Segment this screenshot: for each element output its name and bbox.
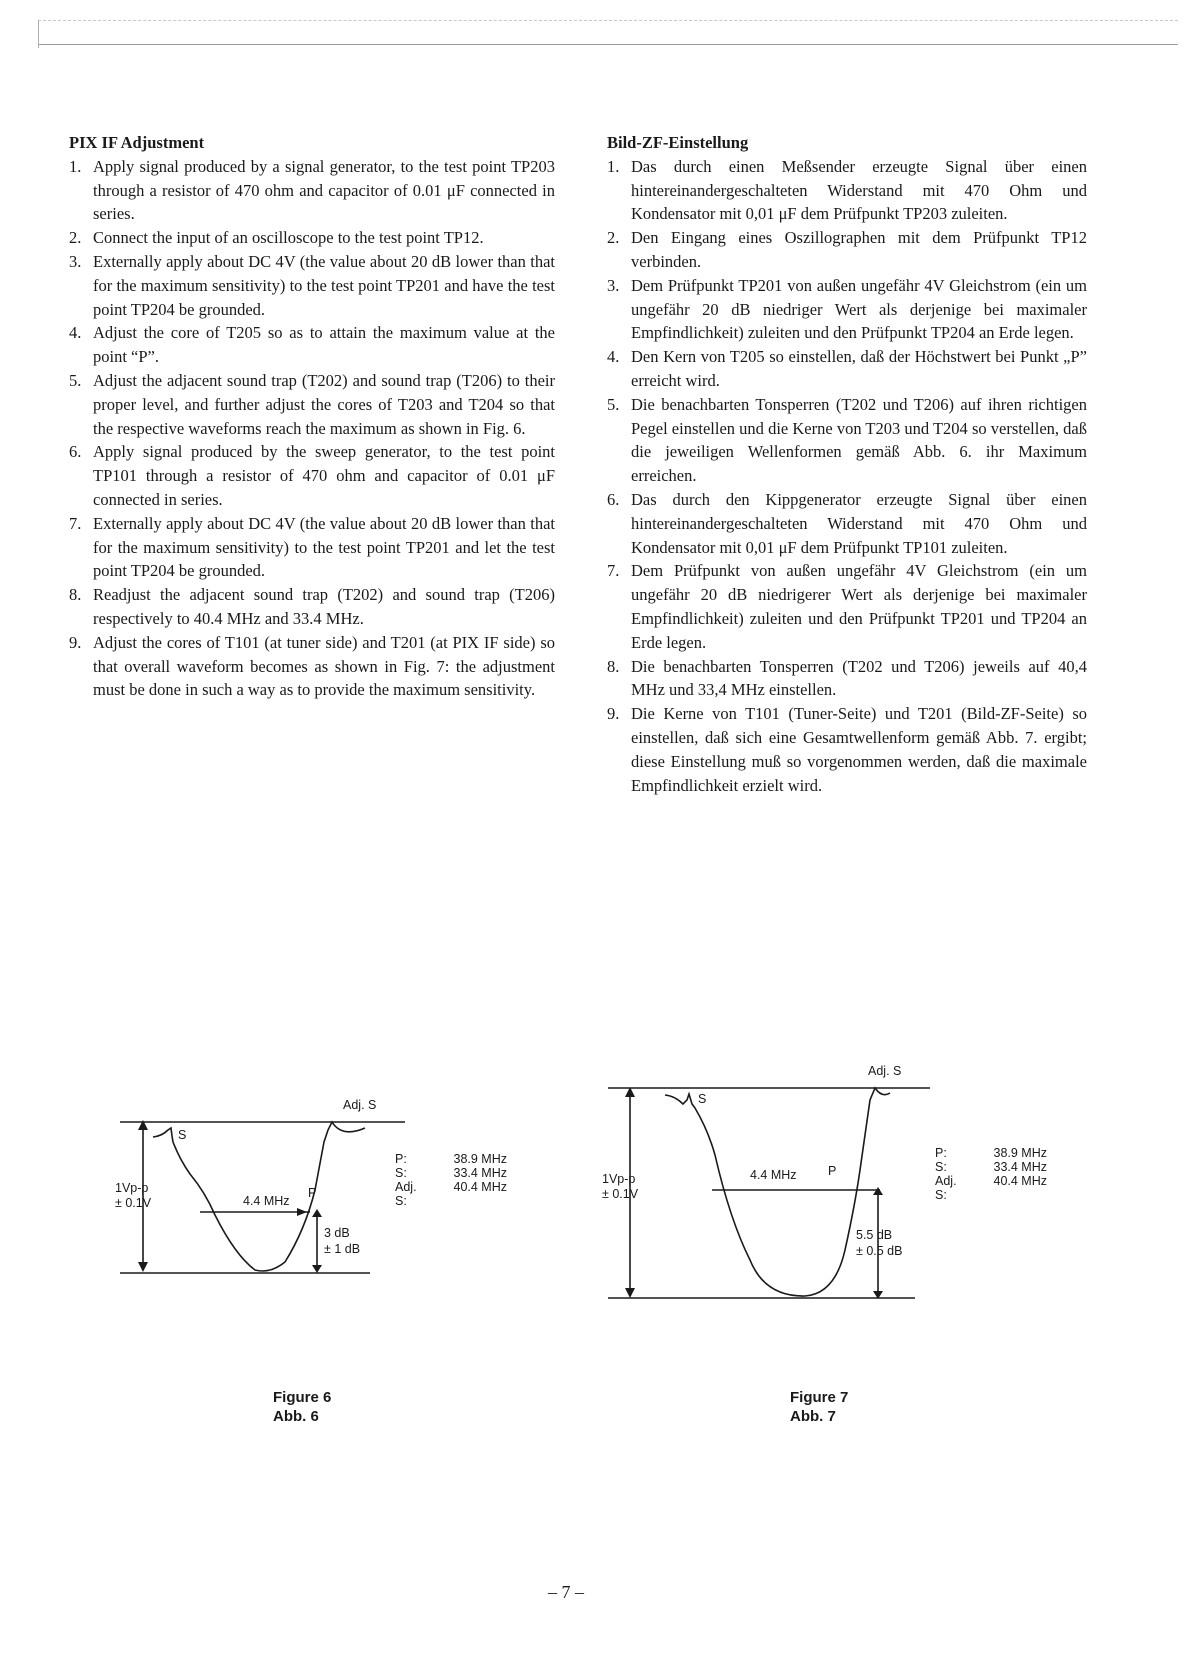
bandwidth-arrow bbox=[297, 1208, 307, 1216]
step-number: 7. bbox=[69, 513, 82, 533]
bandwidth-label: 4.4 MHz bbox=[750, 1168, 797, 1182]
s-label: S bbox=[178, 1128, 187, 1142]
spec-table bbox=[395, 1152, 507, 1208]
step-number: 2. bbox=[69, 228, 82, 248]
db-tolerance-label: ± 1 dB bbox=[324, 1242, 361, 1256]
caption-german: Abb. 6 bbox=[273, 1408, 319, 1425]
figure-7-caption bbox=[790, 1388, 848, 1426]
step-text: Die benachbarten Tonsperren (T202 und T206) jeweils auf 40,4 MHz und 33,4 MHz einstellen. bbox=[631, 656, 1087, 700]
spec-row bbox=[935, 1174, 1047, 1202]
header-rule-tick bbox=[38, 20, 39, 48]
list-item bbox=[607, 702, 1087, 797]
vpp-label: 1Vp-p bbox=[115, 1181, 149, 1195]
list-item bbox=[607, 345, 1087, 393]
german-heading: Bild-ZF-Einstellung bbox=[607, 133, 749, 152]
p-label: P bbox=[828, 1164, 837, 1178]
spec-key: P: bbox=[395, 1152, 407, 1166]
german-steps bbox=[607, 155, 1087, 798]
english-heading: PIX IF Adjustment bbox=[69, 133, 205, 152]
caption-english: Figure 6 bbox=[273, 1389, 332, 1406]
db-tolerance-label: ± 0.5 dB bbox=[856, 1244, 903, 1258]
step-number: 3. bbox=[69, 251, 82, 271]
step-text: Readjust the adjacent sound trap (T202) and sound trap (T206) respectively to 40.4 MHz and 33.4 MHz. bbox=[93, 585, 555, 628]
spec-value: 38.9 MHz bbox=[453, 1152, 507, 1166]
tolerance-label: ± 0.1V bbox=[115, 1196, 152, 1210]
step-text: Die benachbarten Tonsperren (T202 und T206) auf ihren richtigen Pegel einstellen und die Kerne von T203 und T204 so verstellen, daß die jeweiligen Wellenformen gemäß Abb. 6. ihr Maximum erreichen. bbox=[631, 394, 1087, 486]
spec-value: 38.9 MHz bbox=[993, 1146, 1047, 1160]
step-number: 1. bbox=[69, 156, 82, 176]
spec-row bbox=[935, 1160, 1047, 1174]
db-label: 3 dB bbox=[324, 1226, 350, 1240]
spec-row bbox=[395, 1152, 507, 1166]
spec-key: Adj. S: bbox=[395, 1180, 417, 1208]
spec-key: P: bbox=[935, 1146, 947, 1160]
amplitude-arrow-down bbox=[625, 1288, 635, 1298]
list-item bbox=[69, 440, 555, 511]
step-text: Adjust the adjacent sound trap (T202) and sound trap (T206) to their proper level, and further adjust the cores of T203 and T204 so that the respective waveforms reach the maximum as shown in Fig. 6. bbox=[93, 370, 555, 438]
spec-row bbox=[395, 1180, 507, 1208]
step-text: Adjust the cores of T101 (at tuner side) and T201 (at PIX IF side) so that overall waveform becomes as shown in Fig. 7: the adjustment must be done in such a way as to provide the maximum sensitivity. bbox=[93, 632, 555, 700]
step-text: Externally apply about DC 4V (the value about 20 dB lower than that for the maximum sensitivity) to the test point TP201 and let the test point TP204 be grounded. bbox=[93, 513, 555, 581]
spec-key: S: bbox=[395, 1166, 407, 1180]
step-number: 2. bbox=[607, 228, 620, 248]
step-number: 6. bbox=[607, 489, 620, 509]
step-text: Dem Prüfpunkt TP201 von außen ungefähr 4V Gleichstrom (ein um ungefähr 20 dB niedriger Wert als derjenige bei maximaler Empfindlichkeit) zuleiten und den Prüfpunkt TP204 an Erde legen. bbox=[631, 275, 1087, 343]
step-number: 7. bbox=[607, 561, 620, 581]
step-number: 9. bbox=[69, 632, 82, 652]
step-text: Dem Prüfpunkt von außen ungefähr 4V Gleichstrom (ein um ungefähr 20 dB niedrigerer Wert als derjenige bei maximaler Empfindlichkeit) zuleiten und den Prüfpunkt TP201 und TP204 an Erde legen. bbox=[631, 561, 1087, 652]
list-item bbox=[69, 369, 555, 440]
step-number: 5. bbox=[607, 394, 620, 414]
spec-value: 40.4 MHz bbox=[993, 1174, 1047, 1188]
list-item bbox=[607, 274, 1087, 345]
list-item bbox=[607, 155, 1087, 226]
step-text: Die Kerne von T101 (Tuner-Seite) und T201 (Bild-ZF-Seite) so einstellen, daß sich eine Gesamtwellenform gemäß Abb. 7. ergibt; diese Einstellung muß so vorgenommen werden, daß die maximale Empfindlichkeit erzielt wird. bbox=[631, 704, 1087, 795]
page-number: – 7 – bbox=[548, 1582, 584, 1602]
caption-german: Abb. 7 bbox=[790, 1408, 836, 1425]
list-item bbox=[607, 226, 1087, 274]
list-item bbox=[69, 583, 555, 631]
p-label: P bbox=[308, 1186, 317, 1200]
step-number: 8. bbox=[607, 656, 620, 676]
step-number: 4. bbox=[69, 323, 82, 343]
step-text: Apply signal produced by a signal generator, to the test point TP203 through a resistor of 470 ohm and capacitor of 0.01 μF connected in series. bbox=[93, 156, 555, 224]
list-item bbox=[69, 512, 555, 583]
header-rule bbox=[38, 44, 1178, 45]
step-text: Das durch einen Meßsender erzeugte Signal über einen hintereinandergeschalteten Widerstand mit 470 Ohm und Kondensator mit 0,01 μF dem Prüfpunkt TP203 zuleiten. bbox=[631, 156, 1087, 224]
spec-value: 33.4 MHz bbox=[453, 1166, 507, 1180]
bandwidth-label: 4.4 MHz bbox=[243, 1194, 290, 1208]
db-label: 5.5 dB bbox=[856, 1228, 893, 1242]
spec-table bbox=[935, 1146, 1047, 1202]
db-arrow-down bbox=[312, 1265, 322, 1273]
step-number: 8. bbox=[69, 585, 82, 605]
list-item bbox=[69, 250, 555, 321]
adj-s-label: Adj. S bbox=[343, 1098, 377, 1112]
english-steps bbox=[69, 155, 555, 702]
figure-6 bbox=[110, 1090, 530, 1280]
figure-7 bbox=[600, 1060, 1060, 1310]
step-text: Connect the input of an oscilloscope to the test point TP12. bbox=[93, 228, 484, 248]
spec-key: Adj. S: bbox=[935, 1174, 957, 1202]
step-text: Den Kern von T205 so einstellen, daß der Höchstwert bei Punkt „P” erreicht wird. bbox=[631, 347, 1087, 390]
vpp-label: 1Vp-p bbox=[602, 1172, 636, 1186]
spec-value: 40.4 MHz bbox=[453, 1180, 507, 1194]
list-item bbox=[607, 655, 1087, 703]
spec-key: S: bbox=[935, 1160, 947, 1174]
list-item bbox=[69, 226, 555, 250]
tolerance-label: ± 0.1V bbox=[602, 1187, 639, 1201]
english-section bbox=[69, 131, 555, 702]
list-item bbox=[69, 321, 555, 369]
figure-6-caption bbox=[273, 1388, 331, 1426]
step-number: 6. bbox=[69, 442, 82, 462]
waveform-curve bbox=[665, 1088, 893, 1296]
list-item bbox=[69, 155, 555, 226]
header-rule-dashed bbox=[38, 20, 1178, 21]
step-number: 9. bbox=[607, 704, 620, 724]
german-section bbox=[607, 131, 1087, 797]
step-text: Externally apply about DC 4V (the value about 20 dB lower than that for the maximum sensitivity) to the test point TP201 and have the test point TP204 be grounded. bbox=[93, 251, 555, 319]
step-text: Den Eingang eines Oszillographen mit dem Prüfpunkt TP12 verbinden. bbox=[631, 228, 1087, 271]
amplitude-arrow-down bbox=[138, 1262, 148, 1272]
step-number: 5. bbox=[69, 370, 82, 390]
step-number: 1. bbox=[607, 156, 620, 176]
adj-s-label: Adj. S bbox=[868, 1064, 902, 1078]
list-item bbox=[607, 393, 1087, 488]
step-text: Apply signal produced by the sweep generator, to the test point TP101 through a resistor of 470 ohm and capacitor of 0.01 μF connected in series. bbox=[93, 442, 555, 509]
list-item bbox=[607, 488, 1087, 559]
s-label: S bbox=[698, 1092, 707, 1106]
step-number: 3. bbox=[607, 275, 620, 295]
step-text: Adjust the core of T205 so as to attain the maximum value at the point “P”. bbox=[93, 323, 555, 367]
db-arrow-up bbox=[312, 1209, 322, 1217]
step-number: 4. bbox=[607, 347, 620, 367]
spec-row bbox=[395, 1166, 507, 1180]
list-item bbox=[69, 631, 555, 702]
db-arrow-up bbox=[873, 1187, 883, 1195]
list-item bbox=[607, 559, 1087, 654]
spec-value: 33.4 MHz bbox=[993, 1160, 1047, 1174]
step-text: Das durch den Kippgenerator erzeugte Signal über einen hintereinandergeschalteten Widerstand mit 470 Ohm und Kondensator mit 0,01 μF dem Prüfpunkt TP101 zuleiten. bbox=[631, 489, 1087, 557]
spec-row bbox=[935, 1146, 1047, 1160]
caption-english: Figure 7 bbox=[790, 1389, 849, 1406]
